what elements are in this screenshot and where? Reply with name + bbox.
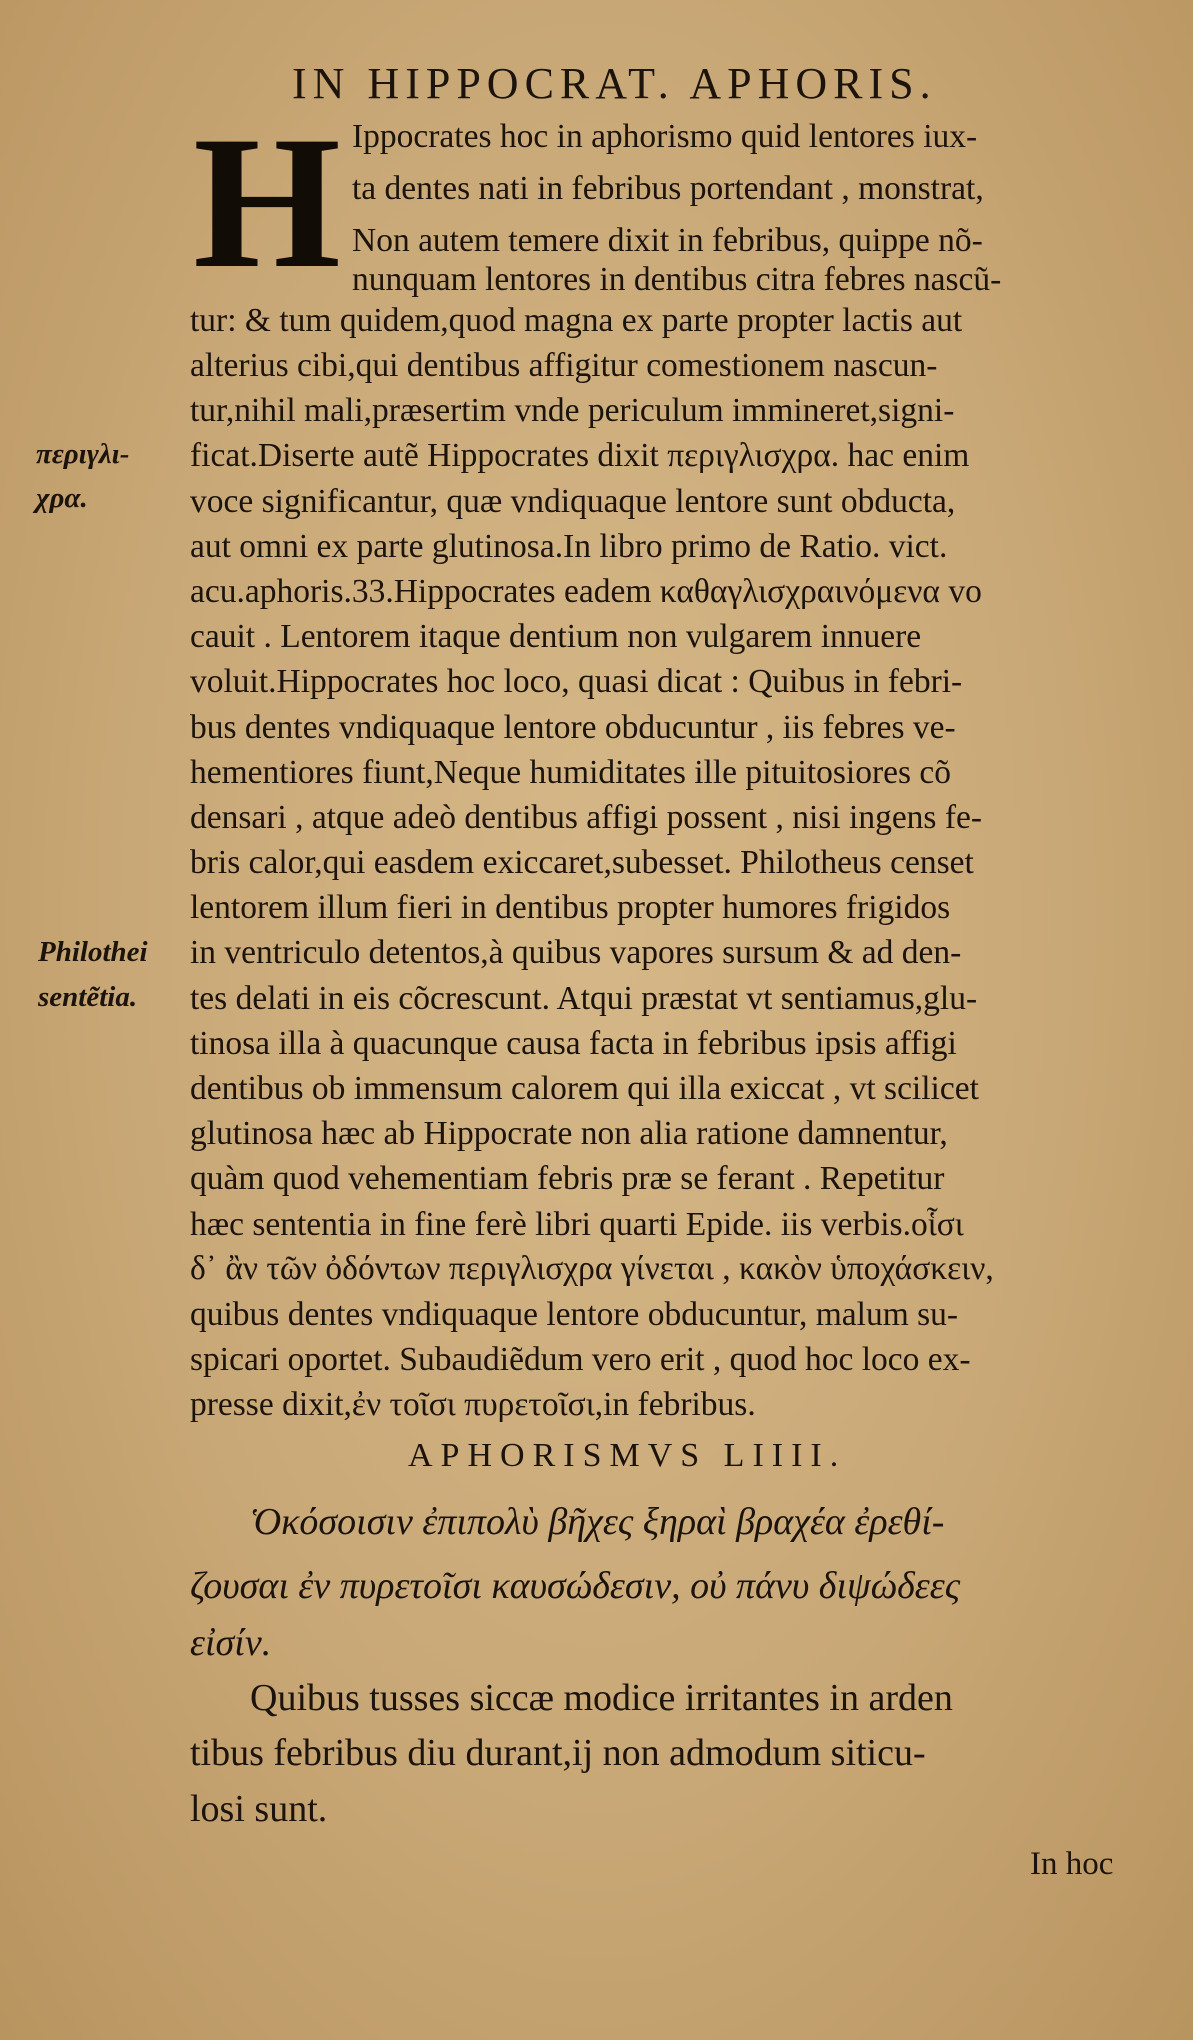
drop-cap: H: [193, 98, 341, 308]
commentary-line: presse dixit,ἐν τοῖσι πυρετοῖσι,in febribus.: [190, 1386, 756, 1423]
commentary-line: dentibus ob immensum calorem qui illa exiccat , vt scilicet: [190, 1070, 979, 1107]
commentary-line: ficat.Diserte autẽ Hippocrates dixit περιγλισχρα. hac enim: [190, 437, 970, 474]
greek-line: εἰσίν.: [190, 1622, 272, 1664]
greek-line: Ὁκόσοισιν ἐπιπολὺ βῆχες ξηραὶ βραχέα ἐρεθί-: [250, 1501, 945, 1543]
commentary-line: alterius cibi,qui dentibus affigitur comestionem nascun-: [190, 347, 938, 384]
latin-line: tibus febribus diu durant,ij non admodum siticu-: [190, 1732, 926, 1774]
commentary-line: hementiores fiunt,Neque humiditates ille pituitosiores cõ: [190, 754, 952, 791]
commentary-line: densari , atque adeò dentibus affigi possent , nisi ingens fe-: [190, 799, 983, 836]
commentary-line: bris calor,qui easdem exiccaret,subesset. Philotheus censet: [190, 844, 974, 881]
commentary-line: bus dentes vndiquaque lentore obducuntur , iis febres ve-: [190, 709, 956, 746]
aphorism-title: APHORISMVS LIIII.: [408, 1437, 847, 1474]
commentary-line: voce significantur, quæ vndiquaque lentore sunt obducta,: [190, 483, 956, 520]
marginal-note: περιγλι-: [36, 438, 130, 470]
commentary-line: tinosa illa à quacunque causa facta in febribus ipsis affigi: [190, 1025, 957, 1062]
commentary-line: acu.aphoris.33.Hippocrates eadem καθαγλισχραινόμενα vo: [190, 573, 982, 610]
latin-line: Quibus tusses siccæ modice irritantes in arden: [250, 1677, 953, 1719]
commentary-line: lentorem illum fieri in dentibus propter humores frigidos: [190, 889, 951, 926]
commentary-line: glutinosa hæc ab Hippocrate non alia ratione damnentur,: [190, 1115, 948, 1152]
commentary-line: Non autem temere dixit in febribus, quippe nõ-: [352, 222, 983, 259]
latin-line: losi sunt.: [190, 1788, 328, 1830]
commentary-line: tur,nihil mali,præsertim vnde periculum immineret,signi-: [190, 392, 955, 429]
commentary-line: aut omni ex parte glutinosa.In libro primo de Ratio. vict.: [190, 528, 948, 565]
commentary-line: δ᾽ ἂν τῶν ὀδόντων περιγλισχρα γίνεται , κακὸν ὑποχάσκειν,: [190, 1250, 994, 1287]
catchword: In hoc: [1030, 1846, 1114, 1882]
commentary-line: spicari oportet. Subaudiẽdum vero erit , quod hoc loco ex-: [190, 1341, 971, 1378]
commentary-line: nunquam lentores in dentibus citra febres nascũ-: [352, 261, 1002, 298]
commentary-line: in ventriculo detentos,à quibus vapores sursum & ad den-: [190, 934, 962, 971]
marginal-note: Philothei: [38, 936, 148, 968]
greek-line: ζουσαι ἐν πυρετοῖσι καυσώδεσιν, οὐ πάνυ διψώδεες: [190, 1565, 961, 1607]
marginal-note: χρα.: [36, 482, 88, 514]
marginal-note: sentẽtia.: [38, 981, 138, 1013]
commentary-line: quibus dentes vndiquaque lentore obducuntur, malum su-: [190, 1296, 959, 1333]
commentary-line: cauit . Lentorem itaque dentium non vulgarem innuere: [190, 618, 922, 655]
commentary-line: hæc sententia in fine ferè libri quarti Epide. iis verbis.οἷσι: [190, 1206, 964, 1243]
commentary-line: tes delati in eis cõcrescunt. Atqui præstat vt sentiamus,glu-: [190, 980, 978, 1017]
running-header: IN HIPPOCRAT. APHORIS.: [292, 59, 937, 108]
commentary-line: Ippocrates hoc in aphorismo quid lentores iux-: [352, 118, 978, 155]
commentary-line: voluit.Hippocrates hoc loco, quasi dicat : Quibus in febri-: [190, 663, 963, 700]
commentary-line: ta dentes nati in febribus portendant , monstrat,: [352, 170, 984, 207]
commentary-line: quàm quod vehementiam febris præ se ferant . Repetitur: [190, 1160, 945, 1197]
commentary-line: tur: & tum quidem,quod magna ex parte propter lactis aut: [190, 302, 963, 339]
